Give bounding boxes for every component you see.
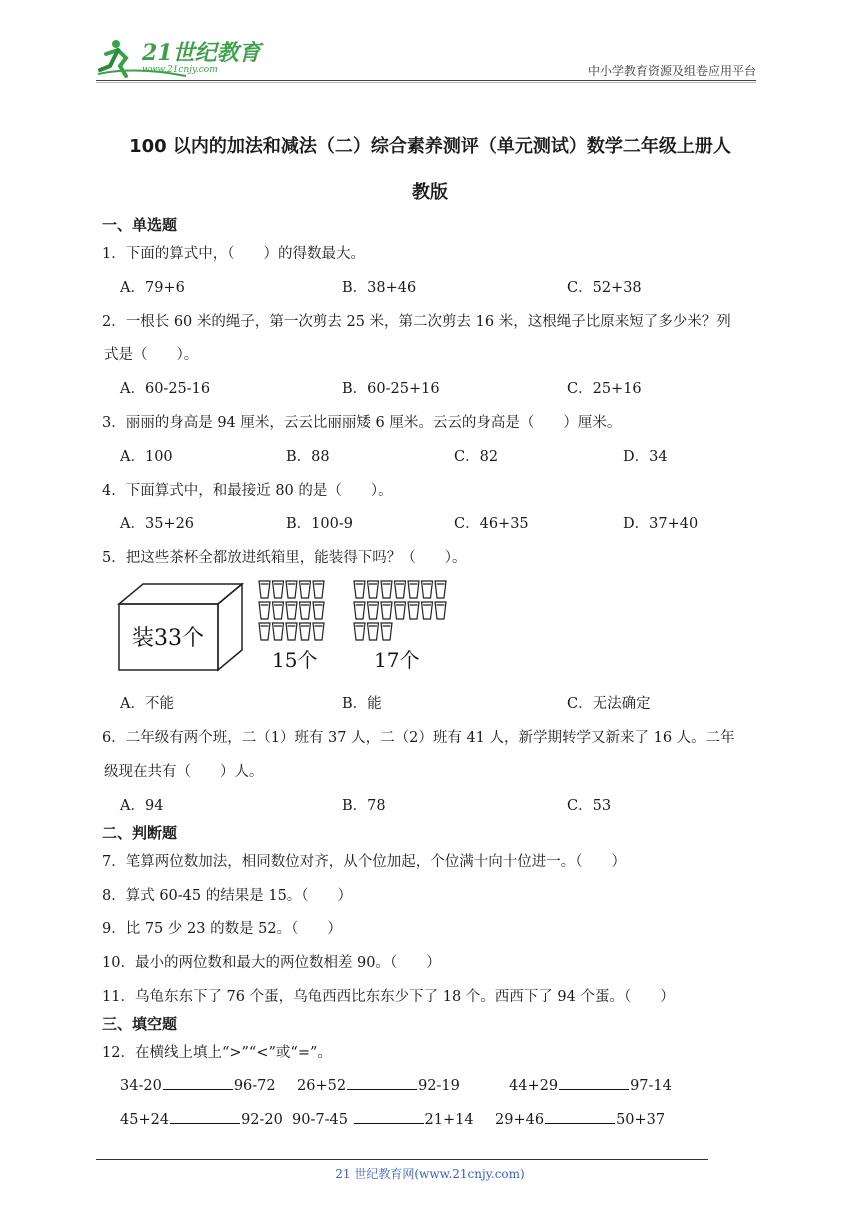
q1-option-a[interactable]: A．79+6 [120, 280, 185, 296]
question-5: 5．把这些茶杯全都放进纸箱里，能装得下吗？（ ）。 [102, 550, 467, 566]
cup-icon [354, 602, 365, 619]
cup-icon [259, 581, 270, 598]
cup-icon [286, 623, 297, 640]
q1-option-c[interactable]: C．52+38 [567, 280, 642, 296]
q12-blank-2[interactable] [347, 1075, 417, 1090]
q4-option-a[interactable]: A．35+26 [120, 516, 195, 532]
question-2-line2: 式是（ ）。 [104, 347, 199, 363]
logo-text: 21世纪教育 [142, 40, 261, 66]
page-title-line2: 教版 [412, 182, 448, 203]
q12-item-4: 45+24 92-20 [120, 1109, 283, 1128]
q1-option-b[interactable]: B．38+46 [342, 280, 417, 296]
q6-option-c[interactable]: C．53 [567, 798, 612, 814]
cup-icon [273, 581, 284, 598]
question-7: 7．笔算两位数加法，相同数位对齐，从个位加起，个位满十向十位进一。（ ） [102, 854, 626, 870]
cup-icon [395, 602, 406, 619]
cup-icon [368, 581, 379, 598]
q12-item-5: 90-7-45 21+14 [292, 1109, 474, 1128]
q5-option-a[interactable]: A．不能 [120, 696, 174, 712]
q12-item-2: 26+52 92-19 [297, 1075, 460, 1094]
question-6-line2: 级现在共有（ ）人。 [104, 764, 264, 780]
cup-icon [300, 623, 311, 640]
cup-icon [381, 581, 392, 598]
site-logo [96, 36, 266, 80]
cup-icon [381, 623, 392, 640]
cup-icon [300, 581, 311, 598]
question-3: 3．丽丽的身高是 94 厘米，云云比丽丽矮 6 厘米。云云的身高是（ ）厘米。 [102, 415, 622, 431]
cup-icon [273, 623, 284, 640]
q2-option-b[interactable]: B．60-25+16 [342, 381, 440, 397]
footer-link[interactable]: 21 世纪教育网(www.21cnjy.com) [335, 1167, 525, 1181]
q3-option-a[interactable]: A．100 [120, 449, 173, 465]
q12-item-3: 44+29 97-14 [509, 1075, 672, 1094]
platform-name: 中小学教育资源及组卷应用平台 [587, 64, 756, 78]
cup-icon [422, 581, 433, 598]
cup-icon [435, 581, 446, 598]
cup-group-15 [259, 581, 324, 640]
q12-item-1: 34-20 96-72 [120, 1075, 276, 1094]
question-8: 8．算式 60-45 的结果是 15。（ ） [102, 888, 353, 904]
q4-option-b[interactable]: B．100-9 [286, 516, 353, 532]
q12-blank-3[interactable] [559, 1075, 629, 1090]
q12-blank-6[interactable] [545, 1109, 615, 1124]
q3-option-c[interactable]: C．82 [454, 449, 499, 465]
cup-icon [259, 623, 270, 640]
cup-icon [368, 623, 379, 640]
question-4: 4．下面算式中，和最接近 80 的是（ ）。 [102, 483, 393, 499]
page-title-line1: 100 以内的加法和减法（二）综合素养测评（单元测试）数学二年级上册人 [129, 136, 731, 157]
logo-runner-icon [96, 36, 266, 80]
q5-figure [114, 578, 454, 674]
cup-group-15-label: 15个 [272, 648, 318, 672]
section-single-choice: 一、单选题 [102, 216, 178, 234]
cup-icon [395, 581, 406, 598]
cup-icon [300, 602, 311, 619]
cup-group-17 [354, 581, 446, 640]
q12-blank-5[interactable] [354, 1109, 424, 1124]
question-10: 10．最小的两位数和最大的两位数相差 90。（ ） [102, 955, 441, 971]
q5-option-b[interactable]: B．能 [342, 696, 382, 712]
question-2-line1: 2．一根长 60 米的绳子，第一次剪去 25 米，第二次剪去 16 米，这根绳子比原来短了多少米？列 [102, 314, 731, 330]
q6-option-a[interactable]: A．94 [120, 798, 164, 814]
cup-icon [273, 602, 284, 619]
q6-option-b[interactable]: B．78 [342, 798, 386, 814]
cup-icon [313, 581, 324, 598]
cup-icon [286, 602, 297, 619]
question-9: 9．比 75 少 23 的数是 52。（ ） [102, 921, 342, 937]
cup-icon [368, 602, 379, 619]
section-true-false: 二、判断题 [102, 824, 178, 842]
question-11: 11．乌龟东东下了 76 个蛋，乌龟西西比东东少下了 18 个。西西下了 94 个蛋。（ ） [102, 989, 675, 1005]
header-divider-thin [96, 82, 756, 83]
cup-icon [408, 581, 419, 598]
cup-icon [381, 602, 392, 619]
cup-icon [259, 602, 270, 619]
question-1: 1．下面的算式中，（ ）的得数最大。 [102, 246, 365, 262]
q2-option-a[interactable]: A．60-25-16 [120, 381, 211, 397]
question-6-line1: 6．二年级有两个班，二（1）班有 37 人，二（2）班有 41 人，新学期转学又新来了 16 人。二年 [102, 730, 735, 746]
section-fill-in: 三、填空题 [102, 1015, 178, 1033]
cup-group-17-label: 17个 [374, 648, 420, 672]
cup-icon [313, 602, 324, 619]
q12-item-6: 29+46 50+37 [495, 1109, 665, 1128]
cup-icon [286, 581, 297, 598]
cup-icon [354, 623, 365, 640]
q12-blank-4[interactable] [170, 1109, 240, 1124]
q5-option-c[interactable]: C．无法确定 [567, 696, 651, 712]
footer-divider [96, 1159, 708, 1160]
cup-icon [435, 602, 446, 619]
q4-option-d[interactable]: D．37+40 [623, 516, 699, 532]
logo-url: www.21cnjy.com [142, 65, 218, 75]
cup-icon [354, 581, 365, 598]
header-divider [96, 80, 756, 81]
cup-icon [422, 602, 433, 619]
q3-option-b[interactable]: B．88 [286, 449, 330, 465]
cup-icon [408, 602, 419, 619]
q2-option-c[interactable]: C．25+16 [567, 381, 642, 397]
question-12: 12．在横线上填上“>”“<”或“=”。 [102, 1045, 332, 1061]
box-capacity-label: 装33个 [132, 626, 204, 651]
q12-blank-1[interactable] [163, 1075, 233, 1090]
q3-option-d[interactable]: D．34 [623, 449, 668, 465]
cup-icon [313, 623, 324, 640]
q4-option-c[interactable]: C．46+35 [454, 516, 529, 532]
